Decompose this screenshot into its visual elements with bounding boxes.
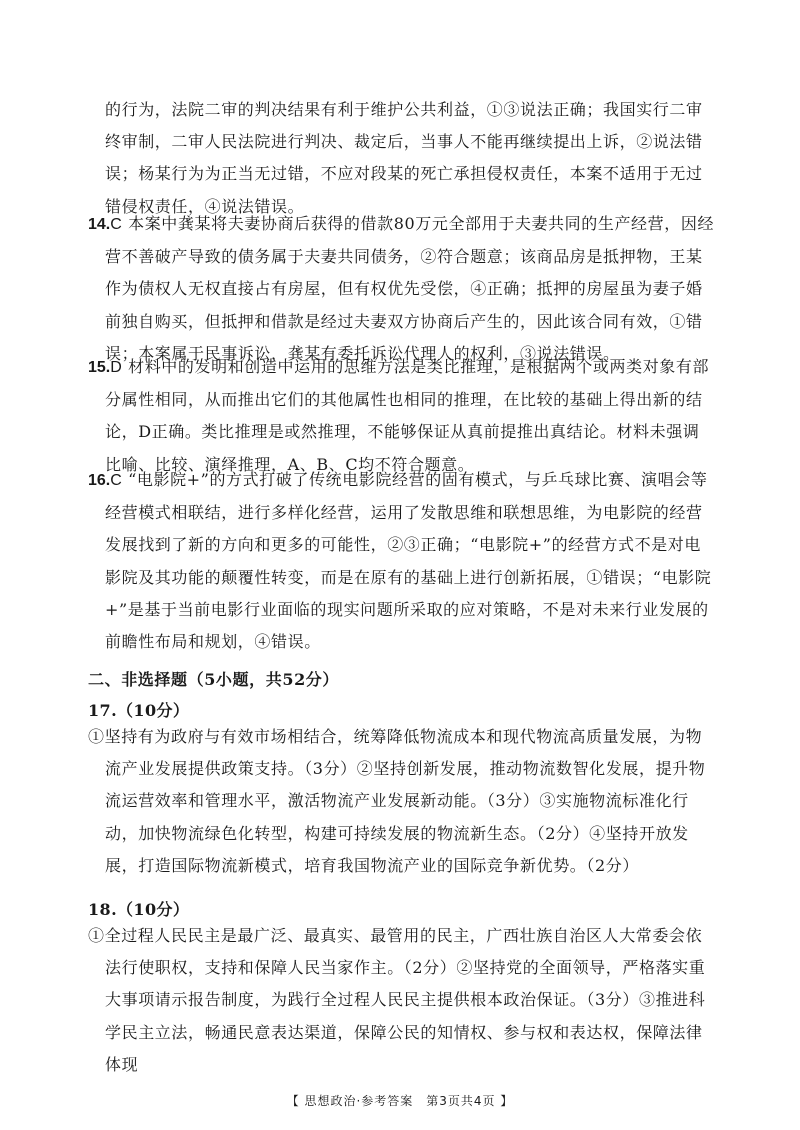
q13-answer-continuation: 的行为，法院二审的判决结果有利于维护公共利益，①③说法正确；我国实行二审终审制，二审人民法院进行判决、裁定后，当事人不能再继续提出上诉，②说法错误；杨某行为为正当无过错，不应对段某的死亡承担侵权责任，本案不适用于无过错侵权责任，④说法错误。 [105, 100, 703, 216]
q16-explanation: “电影院+”的方式打破了传统电影院经营的固有模式，与乒乓球比赛、演唱会等经营模式相联结，进行多样化经营，运用了发散思维和联想思维，为电影院的经营发展找到了新的方向和更多的可能性，②③正确；“电影院+”的经营方式不是对电影院及其功能的颠覆性转变，而是在原有的基础上进行创新拓展，①错误；“电影院+”是基于当前电影行业面临的现实问题所采取的应对策略，不是对未来行业发展的前瞻性布局和规划，④错误。 [105, 470, 712, 652]
section-2-heading: 二、非选择题（5小题，共52分） [88, 670, 339, 689]
page-footer: 【 思想政治·参考答案 第3页共4页 】 [286, 1094, 514, 1108]
q14-choice: C [110, 216, 123, 233]
q15-explanation: 材料中的发明和创造中运用的思维方法是类比推理，是根据两个或两类对象有部分属性相同，从而推出它们的其他属性也相同的推理，在比较的基础上得出新的结论，D正确。类比推理是或然推理，不能够保证从真前提推出真结论。材料未强调比喻、比较、演绎推理，A、B、C均不符合题意。 [105, 357, 710, 474]
q14-explanation: 本案中龚某将夫妻协商后获得的借款80万元全部用于夫妻共同的生产经营，因经营不善破产导致的债务属于夫妻共同债务，②符合题意；该商品房是抵押物，王某作为债权人无权直接占有房屋，但有权优先受偿，④正确；抵押的房屋虽为妻子婚前独自购买，但抵押和借款是经过夫妻双方协商后产生的，因此该合同有效，①错误；本案属于民事诉讼，龚某有委托诉讼代理人的权利，③说法错误。 [105, 214, 715, 363]
q17-title: 17.（10分） [88, 701, 190, 720]
q18-title: 18.（10分） [88, 900, 190, 919]
q16-number: 16. [88, 472, 111, 489]
q15-number: 15. [88, 359, 111, 376]
q15-choice: D [110, 359, 123, 376]
q16-answer [88, 464, 715, 658]
q14-answer [88, 208, 715, 370]
q16-choice: C [110, 472, 123, 489]
q18-answer: ①全过程人民民主是最广泛、最真实、最管用的民主，广西壮族自治区人大常委会依法行使职权，支持和保障人民当家作主。（2分）②坚持党的全面领导，严格落实重大事项请示报告制度，为践行全过程人民民主提供根本政治保证。（3分）③推进科学民主立法，畅通民意表达渠道，保障公民的知情权、参与权和表达权，保障法律体现 [88, 926, 706, 1074]
q17-answer: ①坚持有为政府与有效市场相结合，统筹降低物流成本和现代物流高质量发展，为物流产业发展提供政策支持。（3分）②坚持创新发展，推动物流数智化发展，提升物流运营效率和管理水平，激活物流产业发展新动能。（3分）③实施物流标准化行动，加快物流绿色化转型，构建可持续发展的物流新生态。（2分）④坚持开放发展，打造国际物流新模式，培育我国物流产业的国际竞争新优势。（2分） [88, 727, 706, 875]
q15-answer [88, 351, 715, 481]
q14-number: 14. [88, 216, 111, 233]
